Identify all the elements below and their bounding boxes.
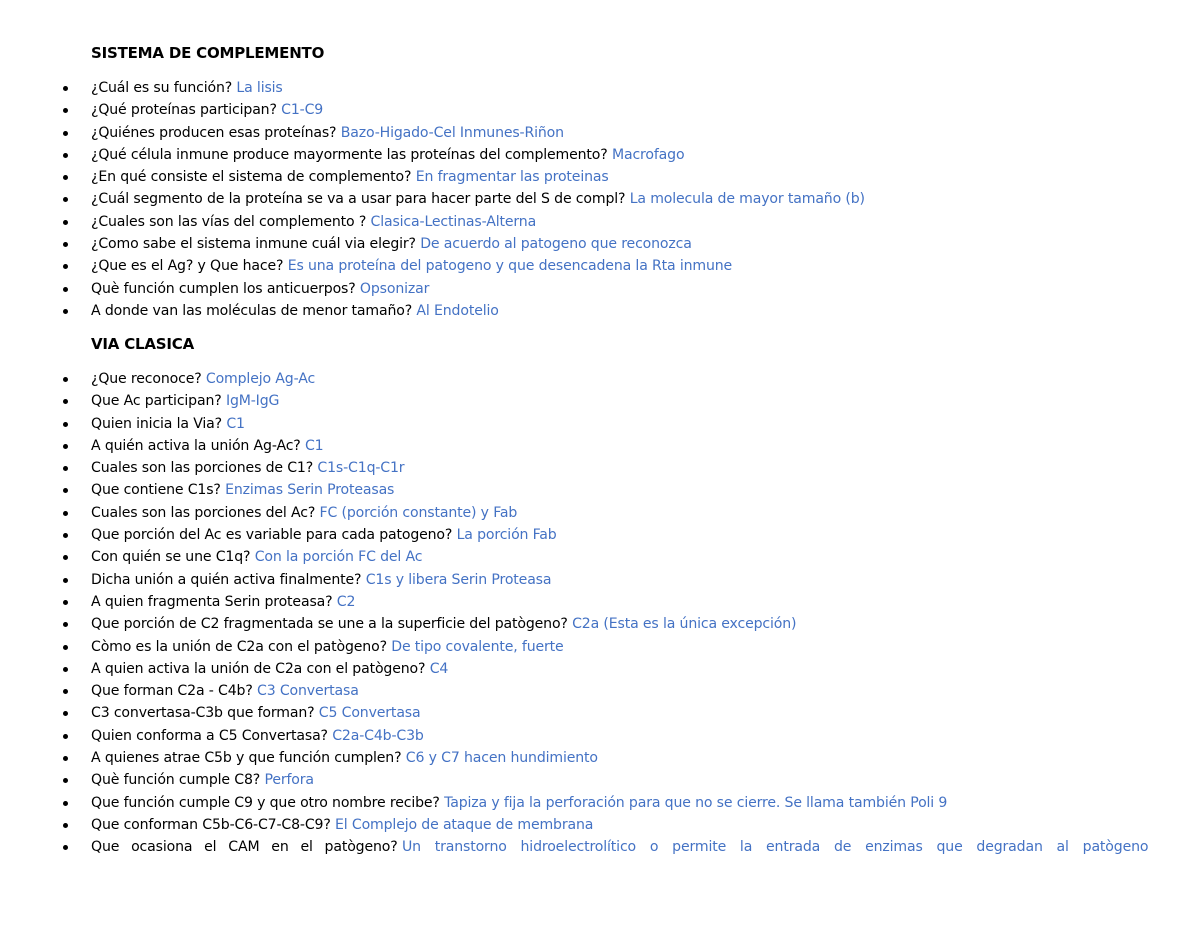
question-text: A quien activa la unión de C2a con el patògeno?	[91, 660, 426, 677]
question-text: Con quién se une C1q?	[91, 549, 251, 566]
answer-text: Al Endotelio	[416, 302, 499, 319]
question-text: ¿Cuál es su función?	[91, 80, 233, 96]
question-text: Que contiene C1s?	[91, 482, 221, 499]
bullet-icon	[63, 622, 68, 627]
bullet-icon	[63, 823, 68, 828]
list-item	[0, 77, 1200, 99]
bullet-icon	[63, 197, 68, 202]
question-text: ¿Cuales son las vías del complemento ?	[91, 213, 367, 230]
bullet-icon	[63, 801, 68, 806]
answer-text: Complejo Ag-Ac	[205, 371, 316, 387]
answer-text: Enzimas Serin Proteasas	[225, 482, 395, 499]
question-text: Còmo es la unión de C2a con el patògeno?	[91, 638, 387, 655]
list-item	[0, 368, 1200, 390]
answer-text: C4	[429, 660, 449, 677]
list-item	[0, 300, 1200, 322]
bullet-icon	[63, 533, 68, 538]
bullet-icon	[63, 511, 68, 516]
question-text: Que forman C2a - C4b?	[91, 683, 253, 700]
bullet-icon	[63, 600, 68, 605]
question-text: Quien conforma a C5 Convertasa?	[91, 727, 328, 744]
question-text: A donde van las moléculas de menor tamaño?	[91, 302, 413, 319]
bullet-icon	[63, 734, 68, 739]
bullet-icon	[63, 131, 68, 136]
bullet-icon	[63, 444, 68, 449]
list-item	[0, 658, 1200, 680]
list-item	[0, 725, 1200, 747]
bullet-icon	[63, 778, 68, 783]
answer-text: De acuerdo al patogeno que reconozca	[420, 236, 692, 253]
question-text: A quienes atrae C5b y que función cumplen?	[91, 750, 402, 767]
bullet-icon	[63, 645, 68, 650]
answer-text: La lisis	[236, 80, 283, 96]
question-list-sistema-complemento	[0, 77, 1200, 322]
list-item	[0, 479, 1200, 501]
bullet-icon	[63, 845, 68, 850]
list-item	[0, 166, 1200, 188]
list-item	[0, 769, 1200, 791]
answer-text: El Complejo de ataque de membrana	[335, 816, 594, 833]
question-list-via-clasica	[0, 368, 1200, 859]
bullet-icon	[63, 86, 68, 91]
question-text: ¿Que reconoce?	[91, 371, 202, 387]
bullet-icon	[63, 399, 68, 404]
question-text: Què función cumple C8?	[91, 772, 261, 789]
list-item	[0, 569, 1200, 591]
list-item	[0, 613, 1200, 635]
question-text: Cuales son las porciones del Ac?	[91, 504, 316, 521]
list-item	[0, 636, 1200, 658]
list-item	[0, 814, 1200, 836]
question-text: ¿Cuál segmento de la proteína se va a usar para hacer parte del S de compl?	[91, 191, 626, 208]
question-text: Cuales son las porciones de C1?	[91, 460, 314, 477]
answer-text: C2a (Esta es la única excepción)	[572, 616, 797, 633]
answer-text: Un transtorno hidroelectrolítico o permite la entrada de enzimas que degradan al patògeno	[401, 839, 1149, 856]
answer-text: C2a-C4b-C3b	[332, 727, 424, 744]
answer-text: Bazo-Higado-Cel Inmunes-Riñon	[340, 124, 564, 141]
question-text: Que porción del Ac es variable para cada patogeno?	[91, 527, 453, 544]
answer-text: Macrofago	[611, 146, 685, 163]
list-item	[0, 278, 1200, 300]
answer-text: FC (porción constante) y Fab	[319, 504, 518, 521]
list-item	[0, 836, 1200, 858]
answer-text: IgM-IgG	[225, 393, 280, 410]
question-text: ¿Quiénes producen esas proteínas?	[91, 124, 337, 141]
answer-text: C1	[226, 415, 245, 432]
list-item	[0, 255, 1200, 277]
bullet-icon	[63, 689, 68, 694]
answer-text: Tapiza y fija la perforación para que no se cierre. Se llama también Poli 9	[444, 794, 948, 811]
bullet-icon	[63, 555, 68, 560]
question-text: Que conforman C5b-C6-C7-C8-C9?	[91, 816, 331, 833]
list-item	[0, 524, 1200, 546]
answer-text: C1s-C1q-C1r	[317, 460, 405, 477]
answer-text: C5 Convertasa	[318, 705, 421, 722]
bullet-icon	[63, 377, 68, 382]
answer-text: C1s y libera Serin Proteasa	[365, 571, 552, 588]
answer-text: Es una proteína del patogeno y que desencadena la Rta inmune	[287, 258, 733, 275]
question-text: ¿En qué consiste el sistema de complemento?	[91, 169, 412, 186]
answer-text: De tipo covalente, fuerte	[391, 638, 564, 655]
list-item	[0, 144, 1200, 166]
list-item	[0, 390, 1200, 412]
question-text: ¿Qué proteínas participan?	[91, 102, 277, 119]
question-text: ¿Como sabe el sistema inmune cuál via elegir?	[91, 236, 416, 253]
answer-text: C1-C9	[281, 102, 324, 119]
section-heading-sistema-complemento: SISTEMA DE COMPLEMENTO	[91, 44, 325, 62]
bullet-icon	[63, 756, 68, 761]
list-item	[0, 457, 1200, 479]
question-text: Que función cumple C9 y que otro nombre recibe?	[91, 794, 440, 811]
question-text: ¿Que es el Ag? y Que hace?	[91, 258, 284, 275]
list-item	[0, 546, 1200, 568]
bullet-icon	[63, 667, 68, 672]
list-item	[0, 747, 1200, 769]
answer-text: La molecula de mayor tamaño (b)	[629, 191, 865, 208]
list-item	[0, 702, 1200, 724]
question-text: A quién activa la unión Ag-Ac?	[91, 437, 301, 454]
bullet-icon	[63, 264, 68, 269]
question-text: Que ocasiona el CAM en el patògeno?	[91, 839, 398, 856]
list-item	[0, 99, 1200, 121]
question-text: C3 convertasa-C3b que forman?	[91, 705, 315, 722]
question-text: Que porción de C2 fragmentada se une a la superficie del patògeno?	[91, 616, 568, 633]
list-item	[0, 502, 1200, 524]
list-item	[0, 188, 1200, 210]
answer-text: Perfora	[264, 772, 314, 789]
answer-text: C2	[336, 593, 356, 610]
question-text: Dicha unión a quién activa finalmente?	[91, 571, 362, 588]
bullet-icon	[63, 242, 68, 247]
bullet-icon	[63, 287, 68, 292]
answer-text: Clasica-Lectinas-Alterna	[370, 213, 537, 230]
bullet-icon	[63, 309, 68, 314]
bullet-icon	[63, 466, 68, 471]
question-text: Què función cumplen los anticuerpos?	[91, 280, 356, 297]
answer-text: Con la porción FC del Ac	[254, 549, 423, 566]
bullet-icon	[63, 175, 68, 180]
question-text: Quien inicia la Via?	[91, 415, 222, 432]
list-item	[0, 233, 1200, 255]
bullet-icon	[63, 711, 68, 716]
answer-text: En fragmentar las proteinas	[415, 169, 609, 186]
list-item	[0, 211, 1200, 233]
question-text: A quien fragmenta Serin proteasa?	[91, 593, 333, 610]
bullet-icon	[63, 578, 68, 583]
bullet-icon	[63, 488, 68, 493]
section-heading-via-clasica: VIA CLASICA	[91, 335, 194, 353]
answer-text: La porción Fab	[456, 527, 557, 544]
list-item	[0, 680, 1200, 702]
bullet-icon	[63, 108, 68, 113]
list-item	[0, 591, 1200, 613]
list-item	[0, 413, 1200, 435]
question-text: Que Ac participan?	[91, 393, 222, 410]
answer-text: C1	[304, 437, 324, 454]
bullet-icon	[63, 220, 68, 225]
list-item	[0, 122, 1200, 144]
answer-text: C3 Convertasa	[257, 683, 359, 700]
bullet-icon	[63, 153, 68, 158]
answer-text: Opsonizar	[359, 280, 430, 297]
answer-text: C6 y C7 hacen hundimiento	[405, 750, 598, 767]
list-item	[0, 435, 1200, 457]
bullet-icon	[63, 422, 68, 427]
question-text: ¿Qué célula inmune produce mayormente las proteínas del complemento?	[91, 146, 608, 163]
list-item	[0, 792, 1200, 814]
